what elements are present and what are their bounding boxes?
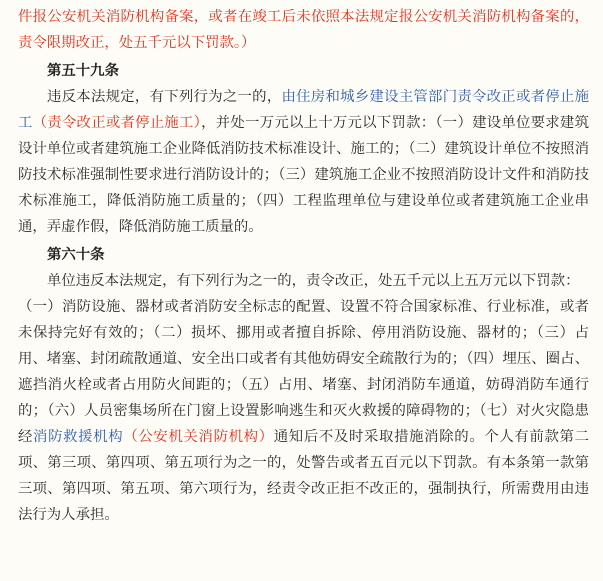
article-59-amended-text: 由住房和城乡建设主管部门责令改正或者停止施工 xyxy=(18,89,589,131)
article-59-heading: 第五十九条 xyxy=(47,63,119,79)
article-60-original-text: （公安机关消防机构） xyxy=(123,429,274,445)
article-59-body xyxy=(18,84,589,240)
article-60-text-2: 通知后不及时采取措施消除的。个人有前款第二项、第三项、第四项、第五项行为之一的，处警告或者五百元以下罚款。有本条第一款第三项、第四项、第五项、第六项行为，经责令改正拒不改正的，强制执行，所需费用由违法行为人承担。 xyxy=(18,429,589,523)
article-59-text-2: ，并处一万元以上十万元以下罚款：（一）建设单位要求建筑设计单位或者建筑施工企业降低消防技术标准设计、施工的；（二）建筑设计单位不按照消防技术标准强制性要求进行消防设计的；（三）建筑施工企业不按照消防设计文件和消防技术标准施工，降低消防施工质量的；（四）工程监理单位与建设单位或者建筑施工企业串通，弄虚作假，降低消防施工质量的。 xyxy=(18,115,589,235)
article-59-text-1: 违反本法规定，有下列行为之一的， xyxy=(47,89,282,105)
article-60-body xyxy=(18,294,589,528)
article-60-intro: 单位违反本法规定，有下列行为之一的，责令改正，处五千元以上五万元以下罚款： xyxy=(47,273,580,289)
article-60-amended-text: 消防救援机构 xyxy=(33,429,124,445)
article-59-original-text: （责令改正或者停止施工） xyxy=(32,115,202,131)
article-60-text-1: （一）消防设施、器材或者消防安全标志的配置、设置不符合国家标准、行业标准，或者未保持完好有效的；（二）损坏、挪用或者擅自拆除、停用消防设施、器材的；（三）占用、堵塞、封闭疏散通道、安全出口或者有其他妨碍安全疏散行为的；（四）埋压、圈占、遮挡消火栓或者占用防火间距的；（五）占用、堵塞、封闭消防车通道，妨碍消防车通行的；（六）人员密集场所在门窗上设置影响逃生和灭火救援的障碍物的；（七）对火灾隐患经 xyxy=(18,299,589,445)
article-60-heading: 第六十条 xyxy=(47,247,105,263)
previous-article-tail: 件报公安机关消防机构备案，或者在竣工后未依照本法规定报公安机关消防机构备案的，责令限期改正，处五千元以下罚款。） xyxy=(18,9,589,51)
